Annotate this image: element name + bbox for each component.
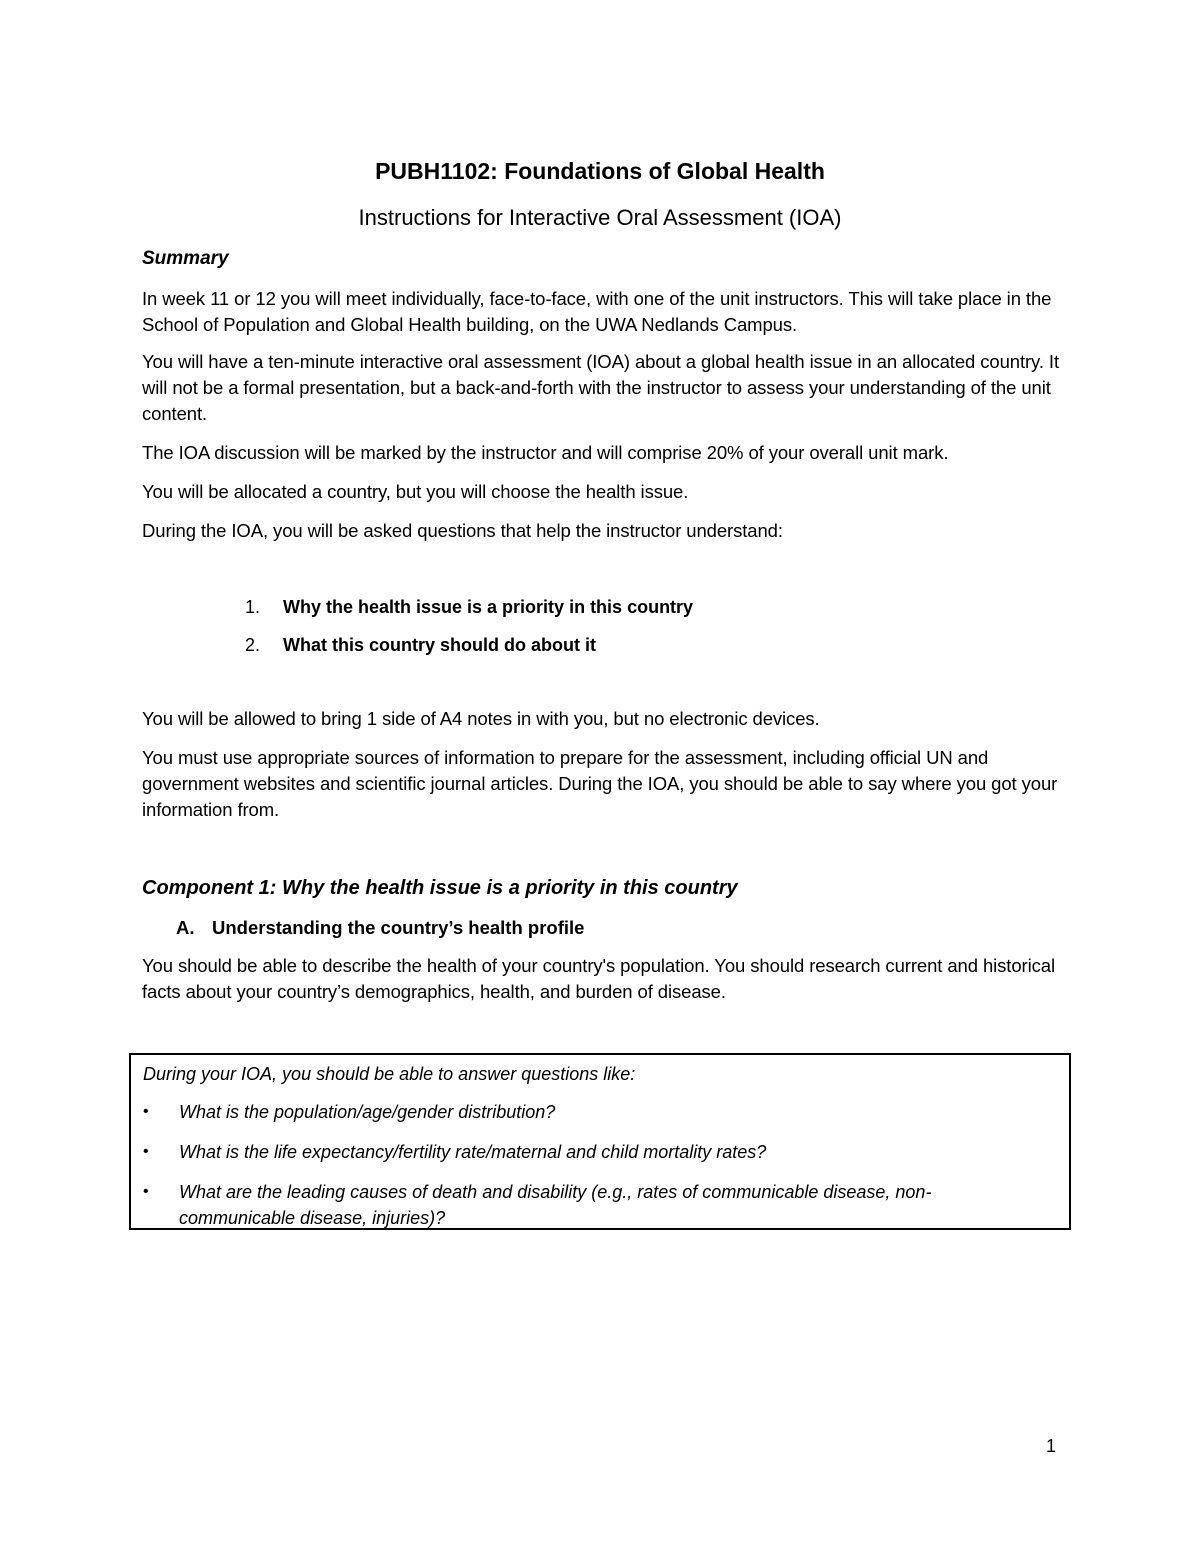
paragraph-notes-allowed: You will be allowed to bring 1 side of A4 notes in with you, but no electronic devices. xyxy=(142,708,820,729)
bullet-icon: • xyxy=(143,1143,149,1160)
bullet-icon: • xyxy=(143,1183,149,1200)
component-heading: Component 1: Why the health issue is a priority in this country xyxy=(142,877,738,899)
document-title: PUBH1102: Foundations of Global Health xyxy=(375,158,825,184)
list-number: 2. xyxy=(245,635,261,655)
question-bullet xyxy=(143,1099,1043,1125)
subsection-heading xyxy=(176,915,584,941)
paragraph-country-allocation: You will be allocated a country, but you will choose the health issue. xyxy=(142,481,689,502)
bullet-icon: • xyxy=(143,1103,149,1120)
question-text: What is the life expectancy/fertility rate/maternal and child mortality rates? xyxy=(179,1142,767,1162)
question-box-intro: During your IOA, you should be able to answer questions like: xyxy=(143,1064,636,1084)
question-text: What is the population/age/gender distribution? xyxy=(179,1102,556,1122)
subsection-title: Understanding the country’s health profile xyxy=(212,917,585,938)
list-item-text: Why the health issue is a priority in this country xyxy=(283,597,694,617)
paragraph-sources: You must use appropriate sources of information to prepare for the assessment, including official UN and government websites and scientific journal articles. During the IOA, you should be able to say where you got your information from. xyxy=(142,747,1058,820)
question-bullet xyxy=(143,1139,1043,1165)
list-number: 1. xyxy=(245,597,261,617)
question-text: What are the leading causes of death and disability (e.g., rates of communicable disease, non-communicable disease, injuries)? xyxy=(179,1182,932,1228)
list-item-text: What this country should do about it xyxy=(283,635,596,655)
paragraph-health-profile: You should be able to describe the health of your country's population. You should research current and historical facts about your country’s demographics, health, and burden of disease. xyxy=(142,955,1055,1002)
page-number: 1 xyxy=(1046,1436,1057,1456)
paragraph-questions-intro: During the IOA, you will be asked questions that help the instructor understand: xyxy=(142,520,783,541)
summary-heading: Summary xyxy=(142,248,229,269)
subsection-letter: A. xyxy=(176,917,195,938)
paragraph-marking: The IOA discussion will be marked by the instructor and will comprise 20% of your overall unit mark. xyxy=(142,442,949,463)
document-subtitle: Instructions for Interactive Oral Assessment (IOA) xyxy=(358,205,842,230)
numbered-list-item xyxy=(245,632,596,658)
question-bullet xyxy=(143,1179,1043,1231)
paragraph-assessment-format: You will have a ten-minute interactive oral assessment (IOA) about a global health issue in an allocated country. It will not be a formal presentation, but a back-and-forth with the instructor to assess your understanding of the unit content. xyxy=(142,351,1059,424)
question-box xyxy=(129,1053,1071,1230)
numbered-list-item xyxy=(245,594,693,620)
paragraph-meeting-info: In week 11 or 12 you will meet individually, face-to-face, with one of the unit instructors. This will take place in the School of Population and Global Health building, on the UWA Nedlands Campus. xyxy=(142,288,1052,335)
